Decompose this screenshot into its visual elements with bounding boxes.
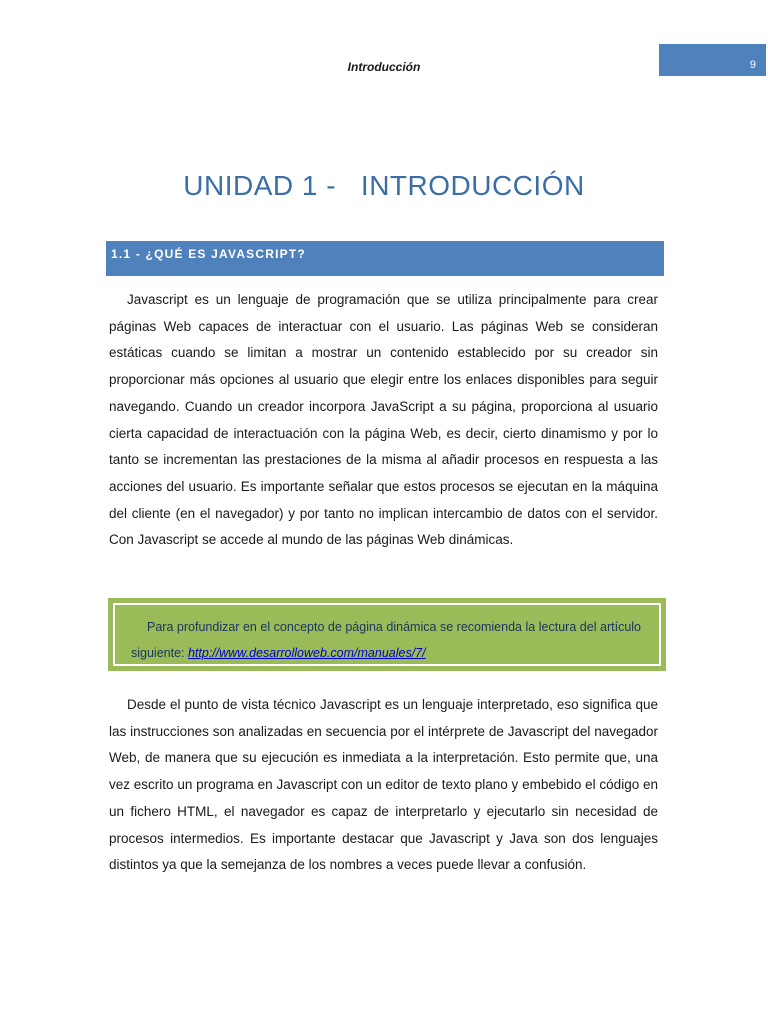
page-number: 9 (749, 59, 756, 71)
callout-body: Para profundizar en el concepto de página dinámica se recomienda la lectura del artículo siguiente: (131, 620, 641, 660)
body-paragraph-2: Desde el punto de vista técnico Javascript es un lenguaje interpretado, eso significa que las instrucciones son analizadas en secuencia por el intérprete de Javascript del navegador Web, de manera que su ejecución es inmediata a la interpretación. Esto permite que, una vez escrito un programa en Javascript con un editor de texto plano y embebido el código en un fichero HTML, el navegador es capaz de interpretarlo y ejecutarlo sin necesidad de procesos intermedios. Es importante destacar que Javascript y Java son dos lenguajes distintos ya que la semejanza de los nombres a veces puede llevar a confusión. (109, 697, 658, 873)
page-number-box (659, 44, 766, 76)
section-heading: 1.1 - ¿QUÉ ES JAVASCRIPT? (106, 241, 664, 276)
unit-title: UNIDAD 1 - INTRODUCCIÓN (183, 170, 585, 201)
running-header-title: Introducción (347, 60, 421, 74)
callout-box (108, 598, 666, 671)
callout-inner-border (113, 603, 661, 666)
body-paragraph-1: Javascript es un lenguaje de programación que se utiliza principalmente para crear páginas Web capaces de interactuar con el usuario. Las páginas Web se consideran estáticas cuando se limitan a mostrar un contenido establecido por su creador sin proporcionar más opciones al usuario que elegir entre los enlaces disponibles para seguir navegando. Cuando un creador incorpora JavaScript a su página, proporciona al usuario cierta capacidad de interactuación con la página Web, es decir, cierto dinamismo y por lo tanto se incrementan las prestaciones de la misma al añadir procesos en respuesta a las acciones del usuario. Es importante señalar que estos procesos se ejecutan en la máquina del cliente (en el navegador) y por tanto no implican intercambio de datos con el servidor. Con Javascript se accede al mundo de las páginas Web dinámicas. (109, 292, 658, 548)
callout-text (131, 614, 641, 666)
callout-link[interactable]: http://www.desarrolloweb.com/manuales/7/ (187, 646, 426, 660)
